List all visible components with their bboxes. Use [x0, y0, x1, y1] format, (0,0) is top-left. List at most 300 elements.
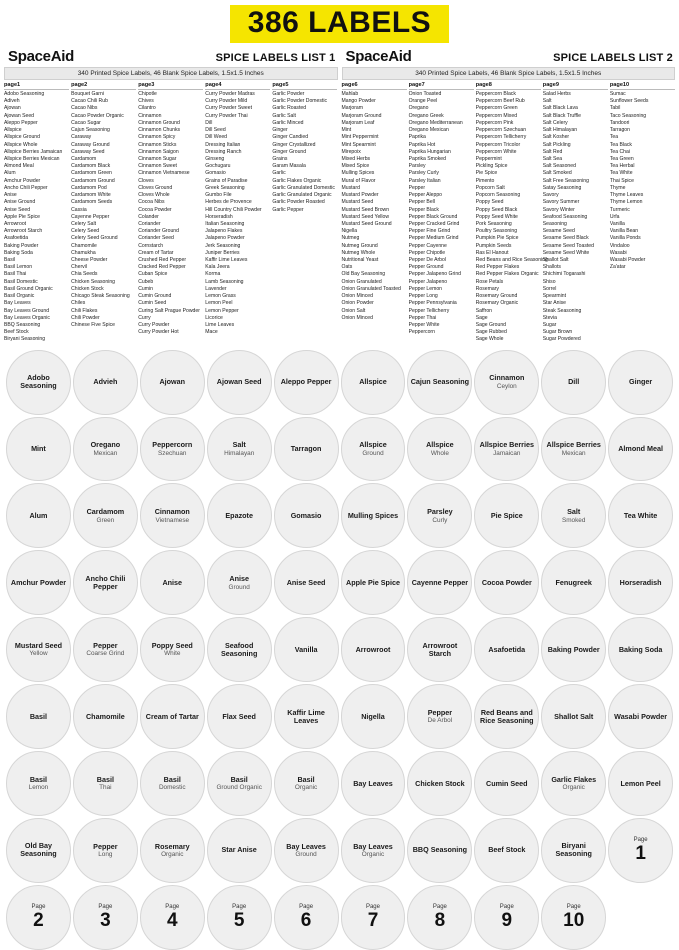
list-item: Sesame Seed Black [542, 235, 589, 242]
list-column [610, 82, 675, 344]
label-name: Chamomile [85, 711, 125, 721]
label-name: Pepper [93, 640, 118, 650]
list-item: Peppercorn White [475, 148, 517, 155]
spice-label-circle [73, 818, 138, 883]
list-item: Lime Leaves [205, 322, 235, 328]
label-cell [73, 550, 138, 615]
label-variant: Himalayan [224, 449, 255, 457]
list-item: Curry Powder Madras [205, 91, 255, 97]
label-name: BBQ Seasoning [412, 845, 468, 855]
column-header: page3 [138, 82, 203, 90]
list-item: Cuban Spice [138, 271, 168, 278]
list-item: Cloves Ground [138, 184, 173, 191]
label-variant: Organic [562, 784, 585, 792]
list-item: Mixed Spice [341, 163, 370, 170]
list-item: Paprika [408, 134, 426, 141]
spice-label-circle [6, 350, 71, 415]
label-cell [6, 818, 71, 883]
list-item: Mint Spearmint [341, 141, 376, 148]
list-item: Pepper Black Ground [408, 213, 458, 220]
label-name: Almond Meal [618, 443, 663, 453]
spice-label-circle [474, 483, 539, 548]
label-name: Cajun Seasoning [410, 377, 470, 387]
list-item: Caraway [71, 134, 92, 141]
list-item: Tarragon [609, 127, 630, 134]
list-item: Bay Leaves [4, 300, 31, 307]
list-item: Biryani Seasoning [4, 336, 46, 343]
list-item: Wasabi Powder [609, 257, 646, 264]
list-item: Celery Seed [71, 228, 100, 235]
list-item: Herbes de Provence [205, 199, 252, 206]
spice-label-circle [407, 550, 472, 615]
label-name: Asafoetida [488, 644, 526, 654]
list-item: Pie Spice [475, 170, 498, 177]
list-item: Sugar [542, 322, 557, 328]
label-cell [341, 617, 406, 682]
list-item: Curing Salt Prague Powder [138, 307, 200, 314]
label-name: Shallot Salt [554, 711, 594, 721]
list-item: Sorrel [542, 285, 557, 292]
label-cell [474, 483, 539, 548]
list-item: Parsley [408, 163, 426, 170]
list-item: Tea Herbal [609, 163, 635, 170]
column-items [342, 91, 407, 322]
page-number-cell [407, 885, 472, 950]
label-name: Lemon Peel [620, 778, 661, 788]
label-variant: Smoked [561, 516, 586, 524]
list-item: Cinnamon Saigon [138, 148, 179, 155]
list-item: Jalapeno Powder [205, 235, 245, 242]
column-items [138, 91, 203, 336]
spice-label-circle [474, 350, 539, 415]
list-item: Lamb Seasoning [205, 278, 244, 285]
list-item: Saffron [475, 307, 493, 314]
spice-list-panel-2 [342, 48, 676, 344]
spice-label-circle [73, 684, 138, 749]
list-item: Beef Stock [4, 329, 29, 336]
list-item: Curry [138, 314, 151, 321]
list-item: Curry Powder Hot [138, 329, 179, 336]
list-item: Cumin Ground [138, 293, 172, 300]
label-cell [608, 751, 673, 816]
list-item: Chicago Steak Seasoning [71, 293, 130, 300]
label-variant: Mexican [93, 449, 118, 457]
label-name: Alum [29, 510, 48, 520]
list-item: Salt [542, 98, 552, 105]
list-item: Celery Salt [71, 220, 97, 227]
spice-label-circle [140, 818, 205, 883]
page-number-cell [474, 885, 539, 950]
list-item: Cinnamon [138, 112, 162, 119]
label-name: Anise Seed [286, 577, 326, 587]
list-item: Adiveh [4, 98, 20, 105]
label-name: Beef Stock [488, 845, 526, 855]
spice-label-circle [341, 818, 406, 883]
page-number-cell [73, 885, 138, 950]
label-variant: Ground [362, 449, 384, 457]
list-item: Cocoa Powder [138, 206, 172, 213]
list-item: Italian Seasoning [205, 220, 245, 227]
label-variant: Vietnamese [155, 516, 190, 524]
spice-label-circle [6, 417, 71, 482]
list-item: Popcorn Salt [475, 184, 505, 191]
label-cell [274, 350, 339, 415]
label-cell [608, 350, 673, 415]
list-item: Turmeric [609, 206, 630, 213]
spice-label-circle [541, 818, 606, 883]
page-number-cell [207, 885, 272, 950]
list-item: Salt Kosher [542, 134, 570, 141]
list-item: Korma [205, 271, 221, 278]
list-item: Juniper Berries [205, 249, 240, 256]
label-name: Dill [568, 377, 580, 387]
label-variant: Organic [161, 851, 184, 859]
list-item: Shichimi Togarashi [542, 271, 586, 278]
label-variant: Ground [295, 851, 317, 859]
list-item: Urfa [609, 213, 620, 220]
page-number-cell [341, 885, 406, 950]
page-label: Page [165, 904, 180, 911]
label-cell [541, 550, 606, 615]
list-item: Za'atar [609, 264, 626, 271]
label-cell [140, 483, 205, 548]
list-item: Garlic Roasted [272, 105, 307, 112]
list-item: Curry Powder Mild [205, 98, 248, 105]
spice-label-circle [541, 617, 606, 682]
list-item: Seafood Seasoning [542, 213, 588, 220]
label-cell [341, 550, 406, 615]
spice-label-circle [140, 684, 205, 749]
list-item: Oregano Mexican [408, 127, 449, 134]
page-number-circle [474, 885, 539, 950]
list-item: Chili Powder [71, 314, 100, 321]
list-item: Dill Weed [205, 134, 227, 141]
list-item: Thyme [609, 184, 626, 191]
list-item: Nutmeg [341, 235, 360, 242]
list-item: Sugar Brown [542, 329, 573, 336]
page-label: Page [232, 904, 247, 911]
column-items [4, 91, 69, 344]
spice-label-circle [140, 751, 205, 816]
spice-label-circle [6, 617, 71, 682]
page-number-cell [541, 885, 606, 950]
label-cell [407, 684, 472, 749]
list-item: Cinnamon Sticks [138, 141, 177, 148]
label-name: Apple Pie Spice [346, 577, 400, 587]
list-item: Lemon Peel [205, 300, 233, 307]
label-cell [274, 684, 339, 749]
list-item: Amchur Powder [4, 177, 41, 184]
list-item: Oregano [408, 105, 429, 112]
list-item: Colander [138, 213, 159, 220]
label-cell [73, 684, 138, 749]
label-cell [73, 417, 138, 482]
spice-label-circle [274, 751, 339, 816]
spice-label-circle [341, 550, 406, 615]
spice-label-circle [6, 483, 71, 548]
panel-subtitle-2: 340 Printed Spice Labels, 46 Blank Spice Labels, 1.5x1.5 Inches [342, 67, 676, 80]
list-item: Garlic Flakes Organic [272, 177, 322, 184]
list-item: Celery Seed Ground [71, 235, 118, 242]
label-cell [73, 350, 138, 415]
list-item: Poppy Seed Black [475, 206, 518, 213]
label-name: Baking Soda [618, 644, 663, 654]
label-cell [6, 483, 71, 548]
label-name: Gomasio [290, 510, 322, 520]
label-cell [541, 350, 606, 415]
spice-label-circle [73, 550, 138, 615]
label-cell [6, 350, 71, 415]
list-item: Mahlab [341, 91, 359, 97]
page-label: Page [31, 904, 46, 911]
list-item: Sage Whole [475, 336, 504, 343]
list-item: Parsley Curly [408, 170, 439, 177]
label-name: Baking Powder [547, 644, 600, 654]
list-item: Pumpkin Seeds [475, 242, 512, 249]
list-column [4, 82, 69, 344]
panel-title-2: SPICE LABELS LIST 2 [553, 52, 673, 64]
list-item: Cinnamon Chunks [138, 127, 181, 134]
list-item: Mustard [341, 184, 360, 191]
label-name: Pepper [93, 841, 118, 851]
list-item: Peppercorn Pink [475, 119, 514, 126]
list-item: Tea Green [609, 155, 634, 162]
label-name: Bay Leaves [353, 778, 393, 788]
list-item: Apple Pie Spice [4, 213, 40, 220]
list-item: Garlic Powder Domestic [272, 98, 328, 105]
list-item: Cacao Nibs [71, 105, 98, 112]
spice-label-circle [341, 483, 406, 548]
list-item: Ancho Chili Pepper [4, 184, 48, 191]
list-item: Gomasio [205, 170, 226, 177]
list-item: Tea Black [609, 141, 632, 148]
list-item: Chives [138, 98, 154, 105]
list-item: Basil Thai [4, 271, 27, 278]
spice-label-circle [474, 417, 539, 482]
label-variant: Domestic [158, 784, 186, 792]
page-number-circle [541, 885, 606, 950]
list-item: Cumin Seed [138, 300, 167, 307]
label-cell [207, 483, 272, 548]
label-cell [407, 350, 472, 415]
panel-subtitle-1: 340 Printed Spice Labels, 46 Blank Spice Labels, 1.5x1.5 Inches [4, 67, 338, 80]
label-name: Aleppo Pepper [280, 377, 332, 387]
label-cell [274, 417, 339, 482]
list-item: Chervil [71, 264, 87, 271]
list-item: Salt Pickling [542, 141, 571, 148]
list-item: Steak Seasoning [542, 307, 582, 314]
list-item: Peppermint [475, 155, 502, 162]
spice-label-circle [207, 751, 272, 816]
list-item: Onion Toasted [408, 91, 442, 97]
list-item: Cilantro [138, 105, 156, 112]
column-items [409, 91, 474, 336]
list-item: Kala Jeera [205, 264, 230, 271]
label-name: Pie Spice [490, 510, 523, 520]
list-item: Pepper Bell [408, 199, 435, 206]
spice-label-circle [6, 550, 71, 615]
panel-columns-1 [4, 82, 338, 344]
list-item: Shiso [542, 278, 556, 285]
label-cell [541, 617, 606, 682]
label-cell [207, 417, 272, 482]
label-cell [341, 684, 406, 749]
list-item: Ginseng [205, 155, 225, 162]
list-item: Savory Winter [542, 206, 575, 213]
page-number-cell [6, 885, 71, 950]
panel-columns-2 [342, 82, 676, 344]
list-item: Peppercorn [408, 329, 435, 336]
list-item: Cayenne Pepper [71, 213, 110, 220]
spice-label-circle [541, 684, 606, 749]
list-item: Aleppo Pepper [4, 119, 38, 126]
spice-label-circle [407, 350, 472, 415]
list-item: Almond Meal [4, 163, 34, 170]
label-name: Ajowan Seed [216, 377, 262, 387]
label-name: Flax Seed [222, 711, 256, 721]
list-item: Cinnamon Vietnamese [138, 170, 190, 177]
list-item: Gumbo File [205, 192, 232, 199]
label-name: Mulling Spices [347, 510, 399, 520]
label-name: Basil [96, 774, 114, 784]
list-item: Tabil [609, 105, 621, 112]
list-item: Pepper Tellicherry [408, 307, 450, 314]
list-item: Allspice Berries Jamaican [4, 148, 63, 155]
spice-label-circle [608, 483, 673, 548]
list-item: Pepper Fine Grind [408, 228, 451, 235]
label-variant: Curly [432, 516, 448, 524]
label-cell [341, 417, 406, 482]
list-item: Licorice [205, 314, 223, 321]
list-item: Anise Seed [4, 206, 31, 213]
label-cell [207, 550, 272, 615]
list-item: Mace [205, 329, 218, 336]
list-item: Sumac [609, 91, 626, 97]
column-items [272, 91, 337, 214]
column-header: page5 [272, 82, 337, 90]
spice-label-circle [608, 417, 673, 482]
list-item: Cardamom Pod [71, 184, 107, 191]
label-name: Kaffir Lime Leaves [287, 707, 325, 725]
list-item: Lemon Grass [205, 293, 236, 300]
list-item: Baking Powder [4, 242, 39, 249]
page-number: 2 [33, 910, 44, 932]
label-name: Bay Leaves [286, 841, 326, 851]
page-number-cell [274, 885, 339, 950]
list-item: Pepper Medium Grind [408, 235, 459, 242]
list-item: Peppercorn Beef Rub [475, 98, 525, 105]
spice-label-circle [207, 350, 272, 415]
spice-label-circle [407, 818, 472, 883]
label-variant: Organic [361, 851, 385, 859]
spice-label-circle [407, 417, 472, 482]
label-cell [608, 617, 673, 682]
label-name: Cinnamon [489, 373, 525, 383]
list-item: Red Pepper Flakes Organic [475, 271, 539, 278]
list-item: Peppercorn Green [475, 105, 518, 112]
label-name: Ginger [629, 377, 653, 387]
list-item: Cardamom Seeds [71, 199, 113, 206]
label-cell [341, 483, 406, 548]
label-cell [474, 818, 539, 883]
label-name: Mustard Seed [14, 640, 63, 650]
spice-label-circle [73, 617, 138, 682]
list-item: Salt Seasoned [542, 163, 576, 170]
spice-label-circle [140, 483, 205, 548]
spice-label-circle [407, 684, 472, 749]
list-item: Pepper Aleppo [408, 192, 443, 199]
list-item: Dill Seed [205, 127, 226, 134]
list-item: Vanilla [609, 220, 625, 227]
list-column [475, 82, 548, 344]
list-item: Bay Leaves Organic [4, 314, 50, 321]
list-item: Rosemary [475, 285, 499, 292]
label-cell [407, 417, 472, 482]
list-item: Savory [542, 192, 559, 199]
list-item: Paprika Hungarian [408, 148, 451, 155]
list-item: Salt Himalayan [542, 127, 578, 134]
label-name: Epazote [225, 510, 253, 520]
list-item: Chiles [71, 300, 86, 307]
list-item: Dill [205, 119, 213, 126]
label-name: Salt [232, 440, 246, 450]
list-item: Cubeb [138, 278, 154, 285]
list-item: Cumin [138, 285, 153, 292]
list-item: Coriander [138, 220, 161, 227]
label-cell [274, 550, 339, 615]
column-header: page1 [4, 82, 69, 90]
list-item: Pepper Lemon [408, 285, 443, 292]
page-number: 10 [563, 910, 585, 932]
label-cell [140, 818, 205, 883]
label-name: Allspice Berries [546, 440, 601, 450]
label-cell [474, 550, 539, 615]
spice-label-circle [341, 350, 406, 415]
spice-label-circle [73, 751, 138, 816]
list-item: Mustard Seed Yellow [341, 213, 390, 220]
list-item: Vanilla Bean [609, 228, 639, 235]
label-name: Rosemary [154, 841, 190, 851]
label-variant: De Arbol [427, 717, 453, 725]
list-item: Chicken Stock [71, 285, 104, 292]
list-item: Cream of Tartar [138, 249, 174, 256]
label-variant: Ground Organic [216, 784, 262, 792]
label-name: Biryani Seasoning [555, 841, 592, 859]
list-column [543, 82, 608, 344]
list-item: Pimento [475, 177, 495, 184]
spice-label-circle [73, 350, 138, 415]
list-item: Chicken Seasoning [71, 278, 115, 285]
column-header: page2 [71, 82, 136, 90]
list-item: Cloves Whole [138, 192, 170, 199]
list-item: Asafoetida [4, 235, 29, 242]
list-item: Mint Peppermint [341, 134, 379, 141]
label-name: Cocoa Powder [481, 577, 532, 587]
label-cell [73, 617, 138, 682]
label-cell [407, 818, 472, 883]
label-preview-section [0, 344, 679, 950]
list-item: Pepper Pennsylvania [408, 300, 457, 307]
list-item: Savory Summer [542, 199, 580, 206]
spice-label-circle [207, 818, 272, 883]
spice-label-circle [207, 417, 272, 482]
label-name: Vanilla [294, 644, 318, 654]
list-item: Paprika Hot [408, 141, 436, 148]
page-number: 5 [233, 910, 245, 932]
list-item: Sugar Powdered [542, 336, 581, 343]
label-cell [207, 818, 272, 883]
label-name: Red Beans and Rice Seasoning [480, 707, 534, 725]
